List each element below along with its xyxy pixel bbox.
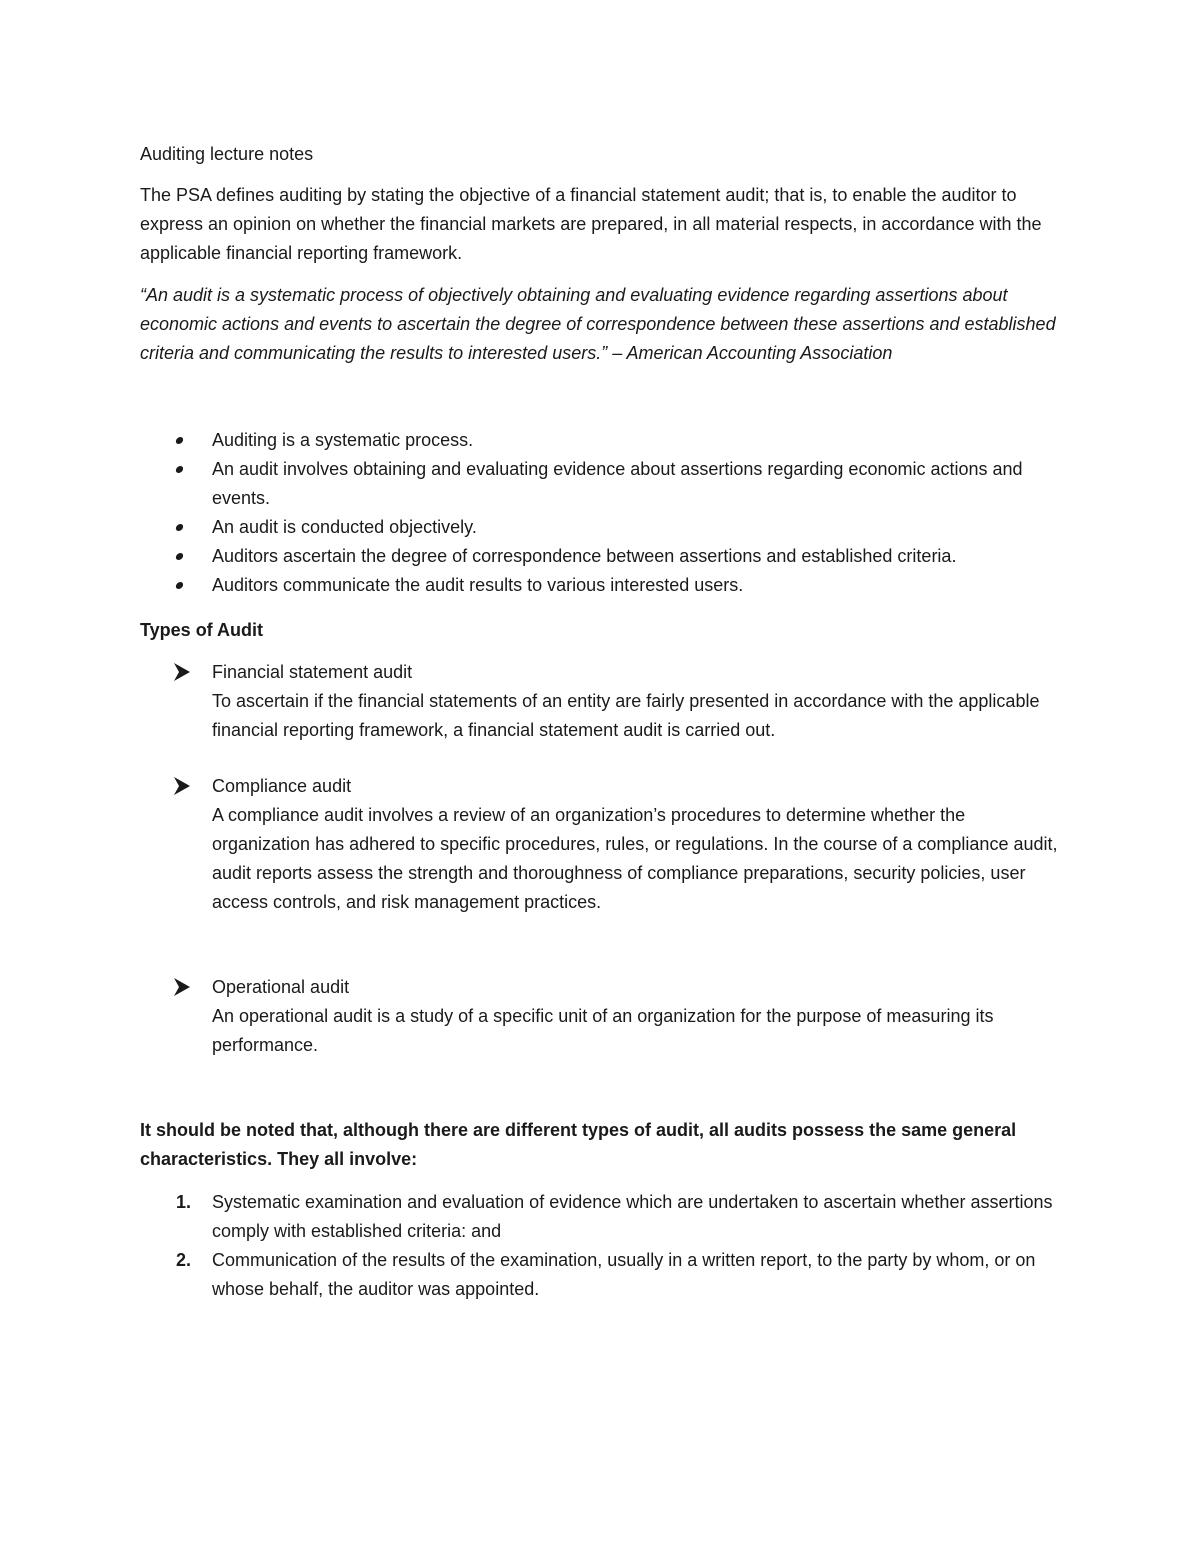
- audit-type-name: Financial statement audit: [212, 662, 413, 682]
- audit-type-operational: [140, 973, 1060, 1060]
- list-item-text: Communication of the results of the examination, usually in a written report, to the party by whom, or on whose behalf, the auditor was appointed.: [212, 1250, 1036, 1299]
- list-item: Auditors communicate the audit results to various interested users.: [140, 571, 1060, 600]
- list-item-number: 1.: [176, 1192, 192, 1212]
- audit-type-name: Compliance audit: [212, 776, 352, 796]
- document-page: [140, 140, 1060, 1304]
- audit-type-description: A compliance audit involves a review of an organization’s procedures to determine whether the organization has adhered to specific procedures, rules, or regulations. In the course of a compliance audit, audit reports assess the strength and thoroughness of compliance preparations, security policies, user access controls, and risk management practices.: [212, 805, 1058, 912]
- audit-type-description: To ascertain if the financial statements of an entity are fairly presented in accordance with the applicable financial reporting framework, a financial statement audit is carried out.: [212, 691, 1040, 740]
- general-characteristics-note: It should be noted that, although there are different types of audit, all audits possess the same general characteristics. They all involve:: [140, 1120, 1017, 1169]
- types-of-audit-heading: Types of Audit: [140, 620, 263, 640]
- audit-type-name: Operational audit: [212, 977, 350, 997]
- list-item-number: 2.: [176, 1250, 192, 1270]
- list-item-text: Systematic examination and evaluation of evidence which are undertaken to ascertain whether assertions comply with established criteria: and: [212, 1192, 1053, 1241]
- arrowhead-bullet-icon: [174, 663, 190, 681]
- list-item: Auditing is a systematic process.: [140, 426, 1060, 455]
- list-item: An audit involves obtaining and evaluating evidence about assertions regarding economic actions and events.: [140, 455, 1060, 513]
- audit-involves-list: [140, 1188, 1060, 1304]
- document-title: Auditing lecture notes: [140, 144, 314, 164]
- audit-type-description: An operational audit is a study of a specific unit of an organization for the purpose of measuring its performance.: [212, 1006, 994, 1055]
- arrowhead-bullet-icon: [174, 978, 190, 996]
- audit-type-financial-statement: [140, 658, 1060, 745]
- intro-paragraph: The PSA defines auditing by stating the objective of a financial statement audit; that is, to enable the auditor to express an opinion on whether the financial markets are prepared, in all material respects, in accordance with the applicable financial reporting framework.: [140, 185, 1042, 263]
- arrowhead-bullet-icon: [174, 777, 190, 795]
- aaa-definition-quote: “An audit is a systematic process of objectively obtaining and evaluating evidence regarding assertions about economic actions and events to ascertain the degree of correspondence between these assertions and established criteria and communicating the results to interested users.” – American Accounting Association: [140, 285, 1056, 363]
- list-item: [140, 1188, 1060, 1246]
- audit-characteristics-list: [140, 426, 1060, 600]
- list-item: [140, 1246, 1060, 1304]
- list-item: An audit is conducted objectively.: [140, 513, 1060, 542]
- list-item: Auditors ascertain the degree of correspondence between assertions and established criteria.: [140, 542, 1060, 571]
- audit-type-compliance: [140, 772, 1060, 917]
